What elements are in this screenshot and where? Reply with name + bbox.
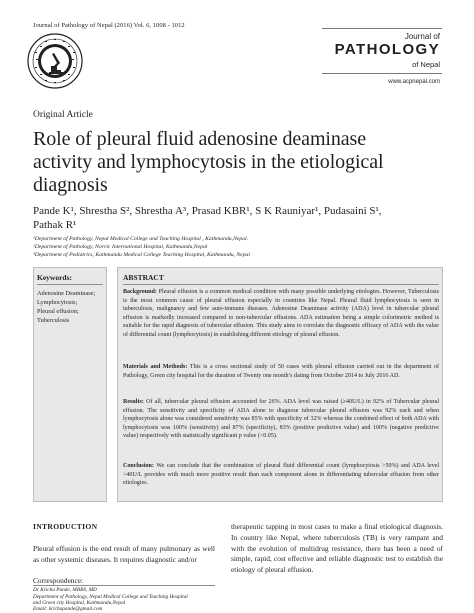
keywords-box [33, 267, 107, 502]
results-label: Results: [123, 399, 144, 405]
correspondence-line: Dr Kricha Pande, MBBS, MD [33, 587, 97, 593]
abstract-methods [123, 363, 439, 380]
abstract-title: ABSTRACT [123, 273, 164, 282]
background-text: Pleural effusion is a common medical condition with many possible underlying etiologies. However, Tuberculosis is the most common cause of pleural effusion especially in countries like Nepal. Pleural fluid lymphocytosis is seen in tuberculosis, malignancy and few auto-immune diseases. Adenosine Deaminase activity (ADA) level in tubercular pleural effusion is markedly increased compared to non-tubercular effusions. ADA estimation being a simple colorimetric method is suitable for the rapid diagnosis of tubercular effusion. This study aims to correlate the diagnostic efficacy of ADA with the value of differential count (lymphocytosis) in establishing different etiology of pleural effusion. [123, 289, 439, 338]
keyword-item: Tuberculosis [37, 317, 70, 324]
methods-label: Materials and Methods: [123, 364, 188, 370]
correspondence-email[interactable]: Email: krichapande@gmail.com [33, 606, 103, 612]
correspondence-label: Correspondence: [33, 576, 84, 585]
background-label: Background: [123, 289, 157, 295]
correspondence-line: and Green city Hospital, Kathmandu,Nepal [33, 600, 126, 606]
results-text: Of all, tubercular pleural effusion accounted for 26%. ADA level was raised (≥40U/L) in 92% of Tubercular pleural effusion. The sensitivity and specificity of ADA alone to diagnose tubercular pleural effusion was 92% each and when lymphocytosis alone was considered sensitivity was 85% with specificity of 32% whereas the combined effect of both ADA with lymphocytosis was 100% (sensitivity) and 87% (specificity), 83% (positive predictive value) and 100% (negative predictive value) respectively with statistically significant p value (<0.05). [123, 399, 439, 440]
abstract-rule [123, 284, 439, 285]
journal-masthead [322, 28, 442, 85]
affiliation: ¹Department of Pathology, Nepal Medical College and Teaching Hospital , Kathmandu,Nepal. [33, 236, 249, 242]
introduction-heading: INTRODUCTION [33, 522, 98, 531]
abstract-box [117, 267, 443, 502]
masthead-of-nepal: of Nepal [412, 60, 440, 69]
conclusion-text: We can conclude that the combination of pleural fluid differential count (lymphocytosis >50%) and ADA level >40U/L provides with much more positive result than each component alone in differentiating tubercular effusion from other etiologies. [123, 463, 439, 487]
title-line: Role of pleural fluid adenosine deaminase [33, 128, 367, 150]
running-head: Journal of Pathology of Nepal (2016) Vol. 6, 1008 - 1012 [33, 22, 185, 29]
masthead-rule-bottom [322, 73, 442, 74]
affiliation: ²Department of Pathology, Norvic International Hospital, Kathmandu,Nepal [33, 244, 208, 250]
abstract-background [123, 288, 439, 339]
title-line: activity and lymphocytosis in the etiological [33, 151, 384, 173]
title-line: diagnosis [33, 174, 108, 196]
intro-left-column: Pleural effusion is the end result of many pulmonary as well as other systemic diseases. It requires diagnostic and/or [33, 544, 215, 564]
conclusion-label: Conclusion: [123, 463, 154, 469]
article-type: Original Article [33, 110, 93, 120]
correspondence-rule [33, 585, 215, 586]
keyword-item: Lymphocytosis; [37, 299, 78, 306]
author-line: Pathak R¹ [33, 219, 77, 231]
methods-text: This is a cross sectional study of 50 cases with pleural effusion carried out in the department of Pathology, Green city hospital for the duration of Twenty one month’s dating from October 2014 to July 2016 AD. [123, 364, 440, 379]
masthead-pathology: PATHOLOGY [334, 41, 440, 58]
author-line: Pande K¹, Shrestha S², Shrestha A³, Prasad KBR¹, S K Rauniyar¹, Pudasaini S¹, [33, 205, 382, 217]
intro-right-column: therapeutic tapping in most cases to make a final etiological diagnosis. In country like Nepal, where tuberculosis (TB) is very rampant and with the evolution of multidrug resistance, there has been a need of simple, rapid, cost effective and reliable diagnostic test to establish the etiology of pleural effusion. [231, 522, 443, 575]
journal-url: www.acpnepal.com [388, 79, 440, 85]
keyword-item: Pleural effusion; [37, 308, 79, 315]
abstract-results [123, 398, 439, 441]
correspondence-line: Department of Pathology, Nepal Medical College and Teaching Hospital [33, 594, 188, 600]
masthead-journal-of: Journal of [404, 32, 440, 41]
keywords-rule [37, 284, 103, 285]
affiliation: ³Department of Pediatrics, Kathmandu Medical College Teaching Hospital, Kathmandu, Nepal [33, 252, 250, 258]
keywords-title: Keywords: [37, 273, 72, 282]
masthead-rule-top [322, 28, 442, 29]
abstract-conclusion [123, 462, 439, 488]
journal-seal-logo [27, 33, 83, 89]
keyword-item: Adenosine Deaminase; [37, 290, 96, 297]
